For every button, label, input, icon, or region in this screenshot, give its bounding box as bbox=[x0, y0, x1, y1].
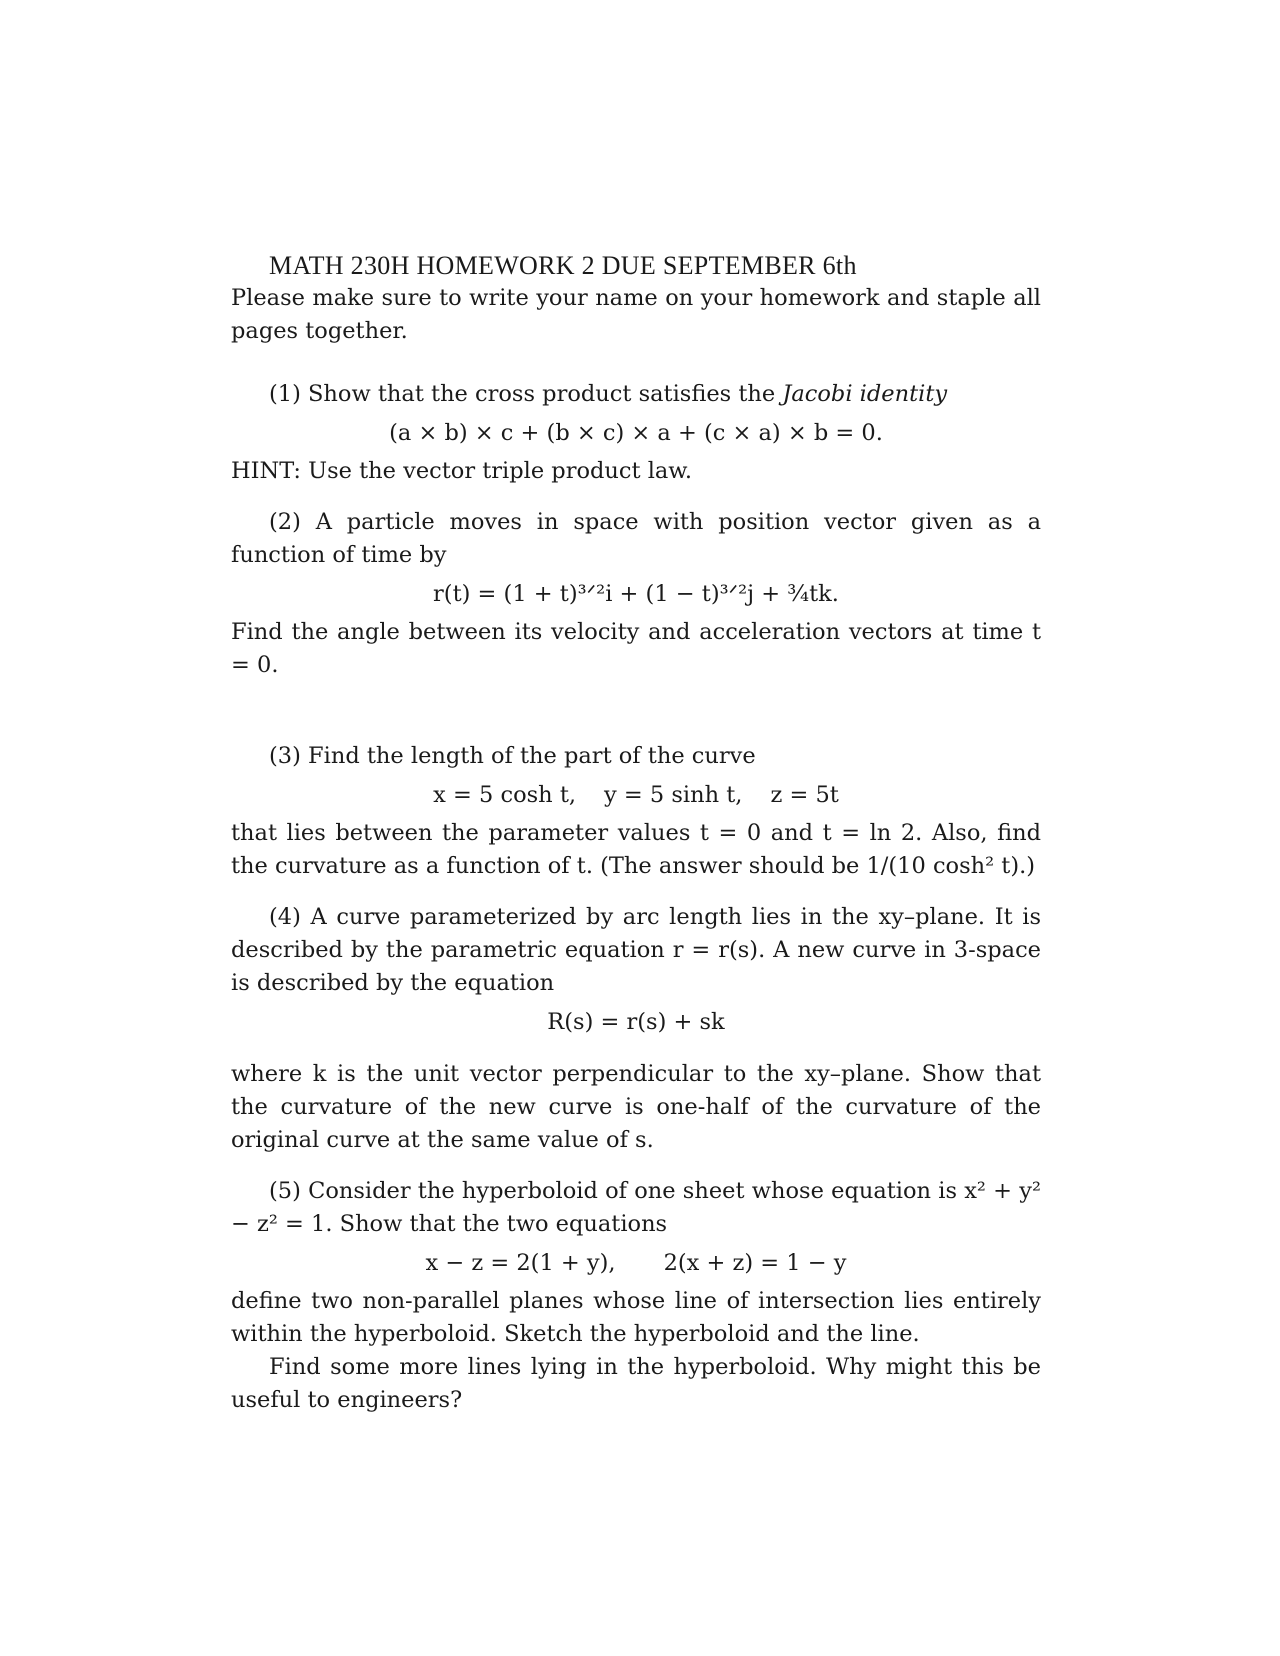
problem-3-eq-y: y = 5 sinh t, bbox=[604, 782, 743, 808]
problem-5-followup: Find some more lines lying in the hyperboloid. Why might this be useful to engineers? bbox=[231, 1354, 1041, 1413]
problem-1-hint: HINT: Use the vector triple product law. bbox=[231, 458, 693, 484]
problem-1-statement bbox=[231, 378, 1041, 411]
problem-2-question: Find the angle between its velocity and acceleration vectors at time t = 0. bbox=[231, 619, 1041, 678]
problem-2-statement: (2) A particle moves in space with position vector given as a function of time by bbox=[231, 509, 1041, 568]
homework-page bbox=[231, 250, 1041, 1417]
intro-text: Please make sure to write your name on your homework and staple all pages together. bbox=[231, 285, 1041, 344]
problem-2-equation: r(t) = (1 + t)³ᐟ²i + (1 − t)³ᐟ²j + ¾tk. bbox=[433, 581, 839, 607]
problem-5-question: define two non-parallel planes whose line of intersection lies entirely within the hyperboloid. Sketch the hyperboloid and the line. bbox=[231, 1288, 1041, 1347]
problem-3-equation bbox=[231, 777, 1041, 813]
problem-5-eq-a: x − z = 2(1 + y), bbox=[425, 1250, 616, 1276]
problem-5-equations bbox=[231, 1245, 1041, 1281]
problem-4-equation: R(s) = r(s) + sk bbox=[547, 1009, 725, 1035]
problem-4-statement: (4) A curve parameterized by arc length lies in the xy–plane. It is described by the parametric equation r = r(s). A new curve in 3-space is described by the equation bbox=[231, 904, 1041, 996]
problem-5-statement: (5) Consider the hyperboloid of one sheet whose equation is x² + y² − z² = 1. Show that the two equations bbox=[231, 1178, 1041, 1237]
problem-3-question: that lies between the parameter values t = 0 and t = ln 2. Also, find the curvature as a function of t. (The answer should be 1/(10 cosh² t).) bbox=[231, 820, 1041, 879]
problem-3-eq-z: z = 5t bbox=[770, 782, 839, 808]
problem-3-statement: (3) Find the length of the part of the curve bbox=[269, 743, 756, 769]
problem-1-text: (1) Show that the cross product satisfies the bbox=[269, 381, 783, 407]
problem-1-emphasis: Jacobi identity bbox=[782, 381, 948, 407]
problem-5-eq-b: 2(x + z) = 1 − y bbox=[663, 1250, 847, 1276]
problem-4-question: where k is the unit vector perpendicular to the xy–plane. Show that the curvature of the new curve is one-half of the curvature of the original curve at the same value of s. bbox=[231, 1061, 1041, 1153]
page-title: MATH 230H HOMEWORK 2 DUE SEPTEMBER 6th bbox=[269, 251, 857, 280]
problem-3-eq-x: x = 5 cosh t, bbox=[433, 782, 577, 808]
problem-1-equation: (a × b) × c + (b × c) × a + (c × a) × b = 0. bbox=[389, 420, 883, 446]
